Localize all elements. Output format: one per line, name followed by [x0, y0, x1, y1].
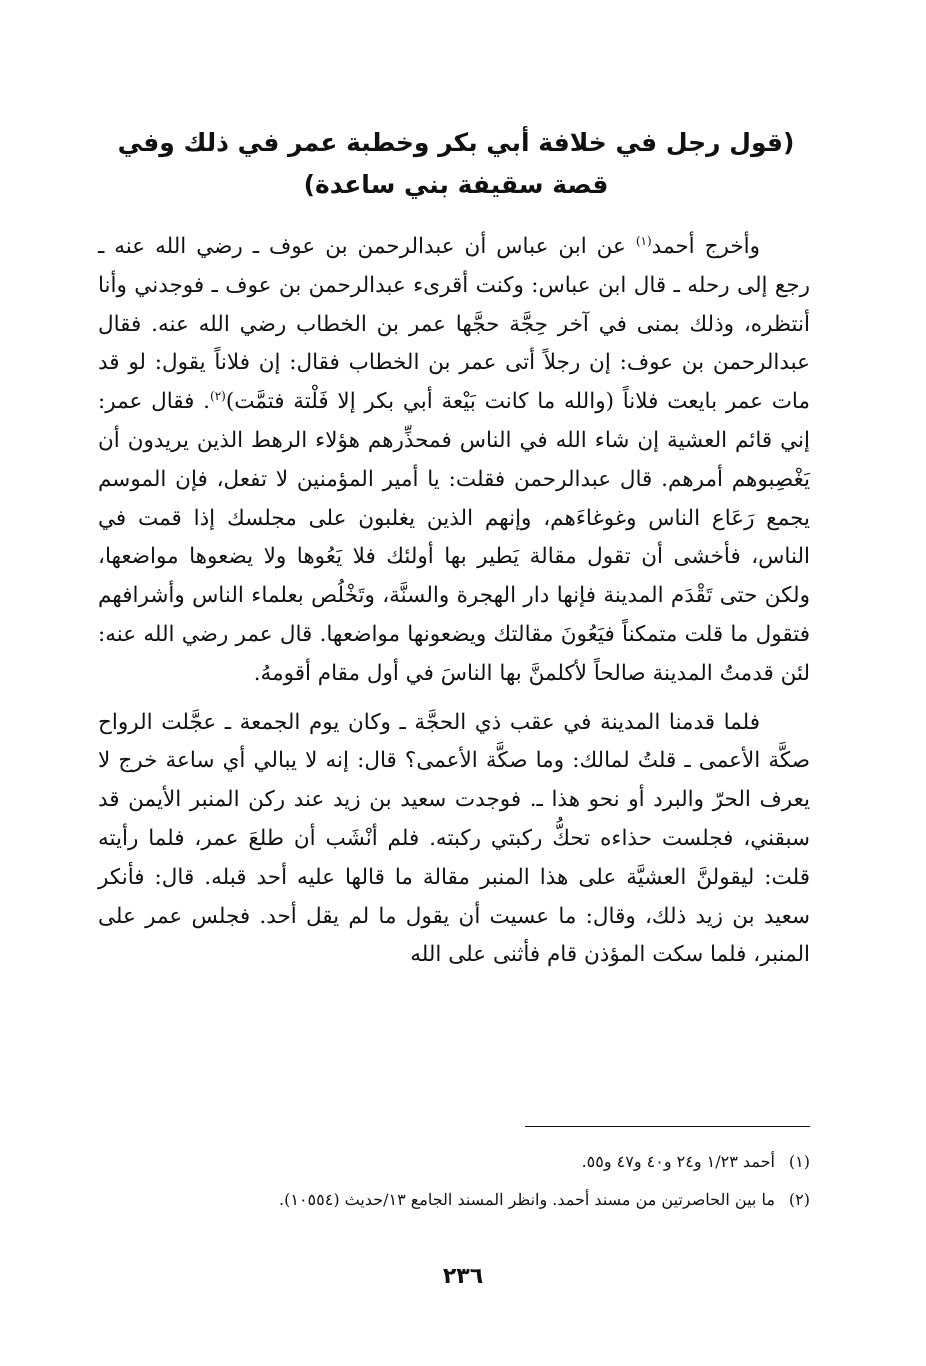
- paragraph-1-part-a: وأخرج أحمد: [651, 234, 760, 259]
- footnote-text: أحمد ١/٢٣ و٢٤ و٤٠ و٤٧ و٥٥.: [581, 1152, 775, 1171]
- paragraph-1-part-b: عن ابن عباس أن عبدالرحمن بن عوف ـ رضي الله عنه ـ رجع إلى رحله ـ قال ابن عباس: وكنت أقرىء عبدالرحمن بن عوف ـ فوجدني وأنا أنتظره، وذلك بمنى في آخر حِجَّة حجَّها عمر بن الخطاب رضي الله عنه. فقال عبدالرحمن بن عوف: إن رجلاً أتى عمر بن الخطاب فقال: إن فلاناً يقول: لو قد مات عمر بايعت فلاناً (والله ما كانت بَيْعة أبي بكر إلا فَلْتة فتمَّت): [98, 234, 810, 415]
- footnote-number: (١): [788, 1152, 810, 1171]
- footnote-ref-2: (٢): [210, 389, 226, 404]
- section-heading: (قول رجل في خلافة أبي بكر وخطبة عمر في ذلك وفي قصة سقيفة بني ساعدة): [117, 128, 795, 199]
- paragraph-2: فلما قدمنا المدينة في عقب ذي الحجَّة ـ وكان يوم الجمعة ـ عجَّلت الرواح صكَّة الأعمى ـ قلتُ لمالك: وما صكَّة الأعمى؟ قال: إنه لا يبالي أي ساعة خرج لا يعرف الحرّ والبرد أو نحو هذا ـ. فوجدت سعيد بن زيد عند ركن المنبر الأيمن قد سبقني، فجلست حذاءه تحكُّ ركبتي ركبته. فلم أنْشَب أن طلعَ عمر، فلما رأيته قلت: ليقولنَّ العشيَّة على هذا المنبر مقالة ما قالها عليه أحد قبله. قال: فأنكر سعيد بن زيد ذلك، وقال: ما عسيت أن يقول ما لم يقل أحد. فجلس عمر على المنبر، فلما سكت المؤذن قام فأثنى على الله: [98, 709, 810, 968]
- paragraph-1: [98, 228, 810, 694]
- footnote-1: [98, 1150, 810, 1174]
- body-text: [98, 228, 810, 975]
- footnote-separator: [525, 1126, 810, 1127]
- footnote-ref-1: (١): [635, 233, 652, 248]
- page-number: ٢٣٦: [442, 1264, 484, 1289]
- footnotes: [98, 1150, 810, 1226]
- footnote-text: ما بين الحاصرتين من مسند أحمد. وانظر المسند الجامع ١٣/حديث (١٠٥٥٤).: [279, 1190, 775, 1209]
- footnote-number: (٢): [788, 1190, 810, 1209]
- paragraph-1-part-c: . فقال عمر: إني قائم العشية إن شاء الله في الناس فمحذِّرهم هؤلاء الرهط الذين يريدون أن يَغْصِبوهم أمرهم. قال عبدالرحمن فقلت: يا أمير المؤمنين لا تفعل، فإن الموسم يجمع رَعَاع الناس وغوغاءَهم، وإنهم الذين يغلبون على مجلسك إذا قمت في الناس، فأخشى أن تقول مقالة يَطير بها أولئك فلا يَعُوها ولا يضعوها مواضعها، ولكن حتى تَقْدَم المدينة فإنها دار الهجرة والسنَّة، وتَخْلُص بعلماء الناس وأشرافهم فتقول ما قلت متمكناً فيَعُونَ مقالتك ويضعونها مواضعها. قال عمر رضي الله عنه: لئن قدمتُ المدينة صالحاً لأكلمنَّ بها الناسَ في أول مقام أقومهُ.: [98, 389, 810, 686]
- footnote-2: [98, 1188, 810, 1212]
